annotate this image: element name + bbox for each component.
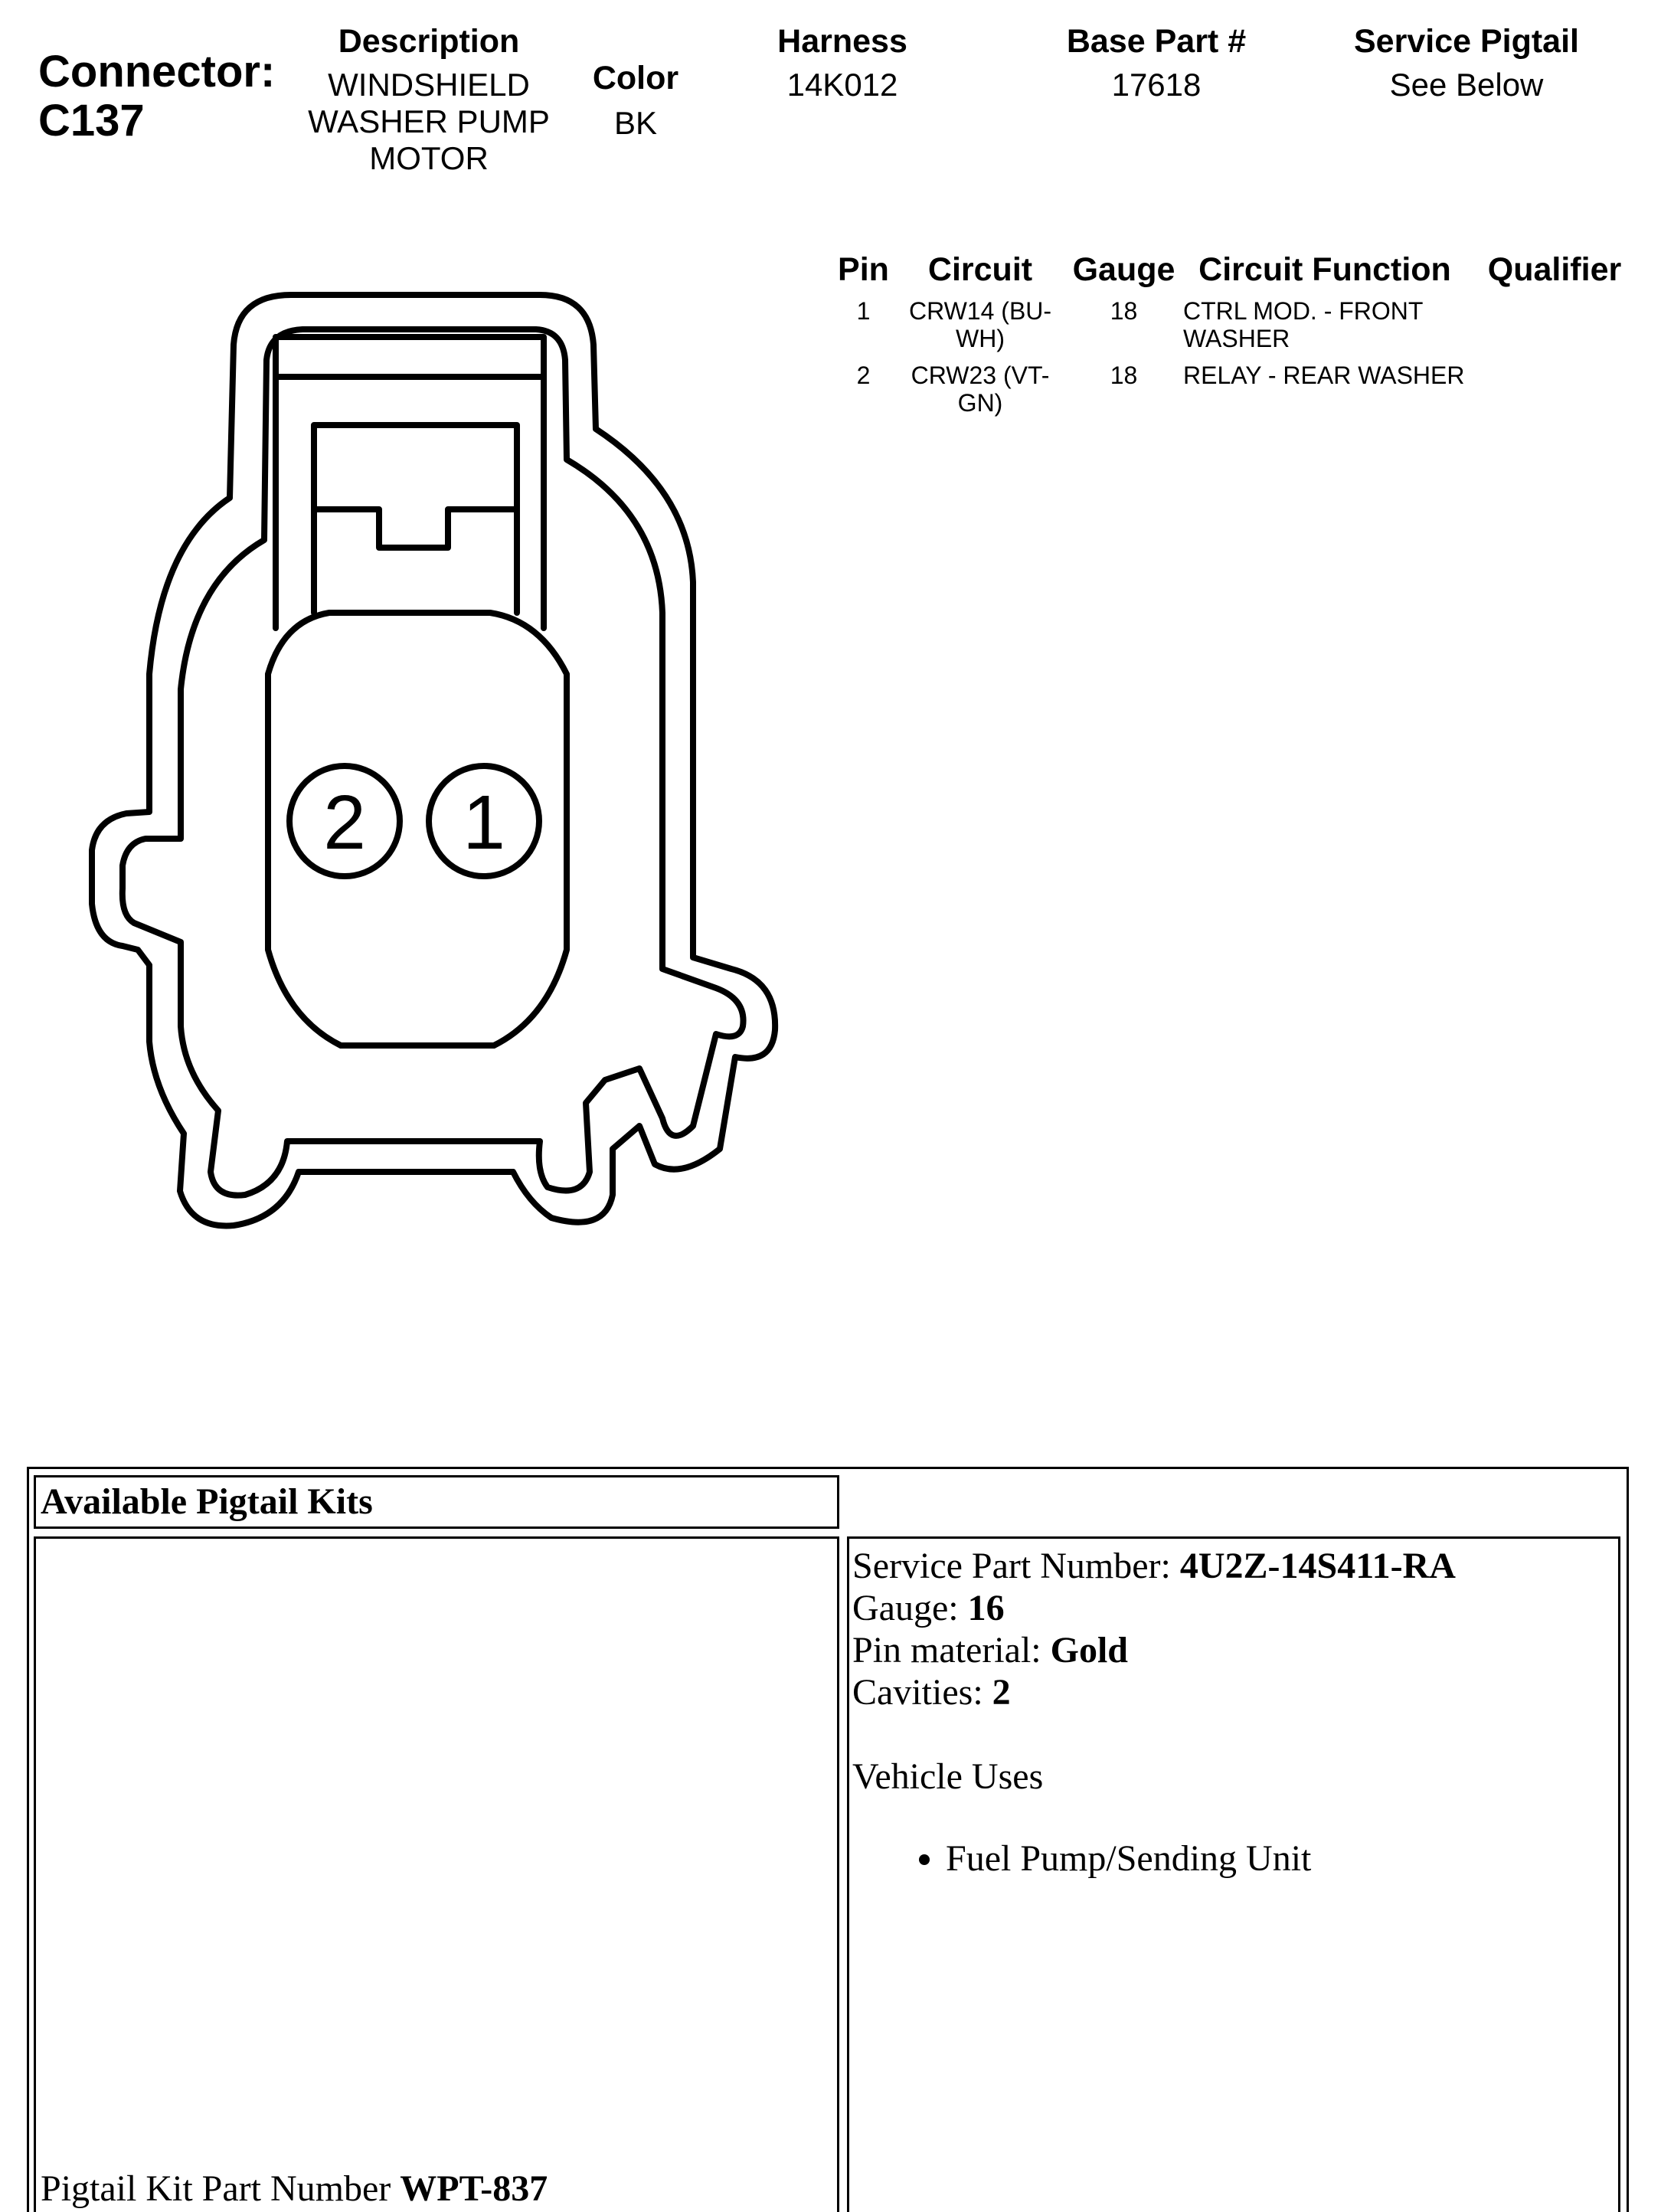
pigtail-details-box [847,1536,1620,2212]
connector-id: C137 [38,96,145,146]
base-part-value: 17618 [1111,67,1202,103]
service-pigtail-label: Service Pigtail [1354,23,1579,60]
list-item: • Fuel Pump/Sending Unit [946,1837,1618,1880]
harness-label: Harness [777,23,907,60]
base-part-label: Base Part # [1066,23,1247,60]
cavities-label: Cavities: [852,1672,992,1713]
latch-inner [314,425,517,613]
gauge-value: 16 [967,1588,1005,1628]
vehicle-uses-list [852,1837,1618,1880]
circuit-cell [896,362,1064,417]
pin-1-label: 1 [463,780,505,865]
connector-label: Connector: [38,47,276,97]
circuit-line: CRW23 (VT- [911,362,1050,389]
description-line: WASHER PUMP [308,103,550,139]
cavities-info [852,1671,1618,1713]
harness-value: 14K012 [786,67,898,103]
vehicle-uses-label: Vehicle Uses [852,1756,1044,1797]
description-label: Description [338,23,520,60]
pigtail-image-box [34,1536,839,2212]
service-part-number [852,1545,1618,1587]
gauge-header: Gauge [1072,251,1175,288]
description-line: MOTOR [369,140,489,176]
latch-notch [314,509,517,548]
pin-header: Pin [838,251,889,288]
circuit-function-cell [1183,297,1474,352]
kit-part-value: WPT-837 [400,2168,548,2209]
service-part-label: Service Part Number: [852,1546,1180,1586]
gauge-label: Gauge: [852,1588,968,1628]
description-line: WINDSHIELD [328,67,530,103]
pigtail-details [849,1539,1618,1880]
color-label: Color [592,60,679,97]
pin-material-label: Pin material: [852,1630,1051,1670]
housing-inner-outline [123,329,744,1196]
service-pigtail-value: See Below [1389,67,1544,103]
qualifier-header: Qualifier [1487,251,1622,288]
function-line: RELAY - REAR WASHER [1183,362,1465,389]
circuit-function-header: Circuit Function [1198,251,1451,288]
connector-face-diagram [0,0,842,1302]
base-part-column [1034,23,1279,103]
pin-2-label: 2 [323,780,366,865]
circuit-line: GN) [957,389,1003,417]
circuit-function-cell [1183,362,1474,389]
pin-cavity-face [268,613,567,1045]
pin-number: 1 [856,297,871,325]
pin-number: 2 [856,362,871,389]
kit-part-label: Pigtail Kit Part Number [41,2168,401,2209]
function-line: CTRL MOD. - FRONT [1183,297,1424,325]
color-value: BK [613,105,658,141]
cavities-value: 2 [992,1672,1011,1713]
pigtail-kit-part-number [41,2166,548,2212]
function-line: WASHER [1183,325,1290,352]
circuit-line: CRW14 (BU- [908,297,1052,325]
service-pigtail-column [1325,23,1608,103]
pigtail-title-box [34,1475,839,1529]
pigtail-section-title: Available Pigtail Kits [41,1481,373,1522]
circuit-header: Circuit [927,251,1033,288]
circuit-cell [896,297,1064,352]
service-part-value: 4U2Z-14S411-RA [1179,1546,1456,1586]
pin-material-value: Gold [1050,1630,1128,1670]
gauge-info [852,1587,1618,1629]
gauge-cell: 18 [1110,297,1138,325]
housing-outer-outline [92,295,775,1225]
circuit-line: WH) [956,325,1005,352]
gauge-cell: 18 [1110,362,1138,389]
pin-material-info [852,1629,1618,1671]
